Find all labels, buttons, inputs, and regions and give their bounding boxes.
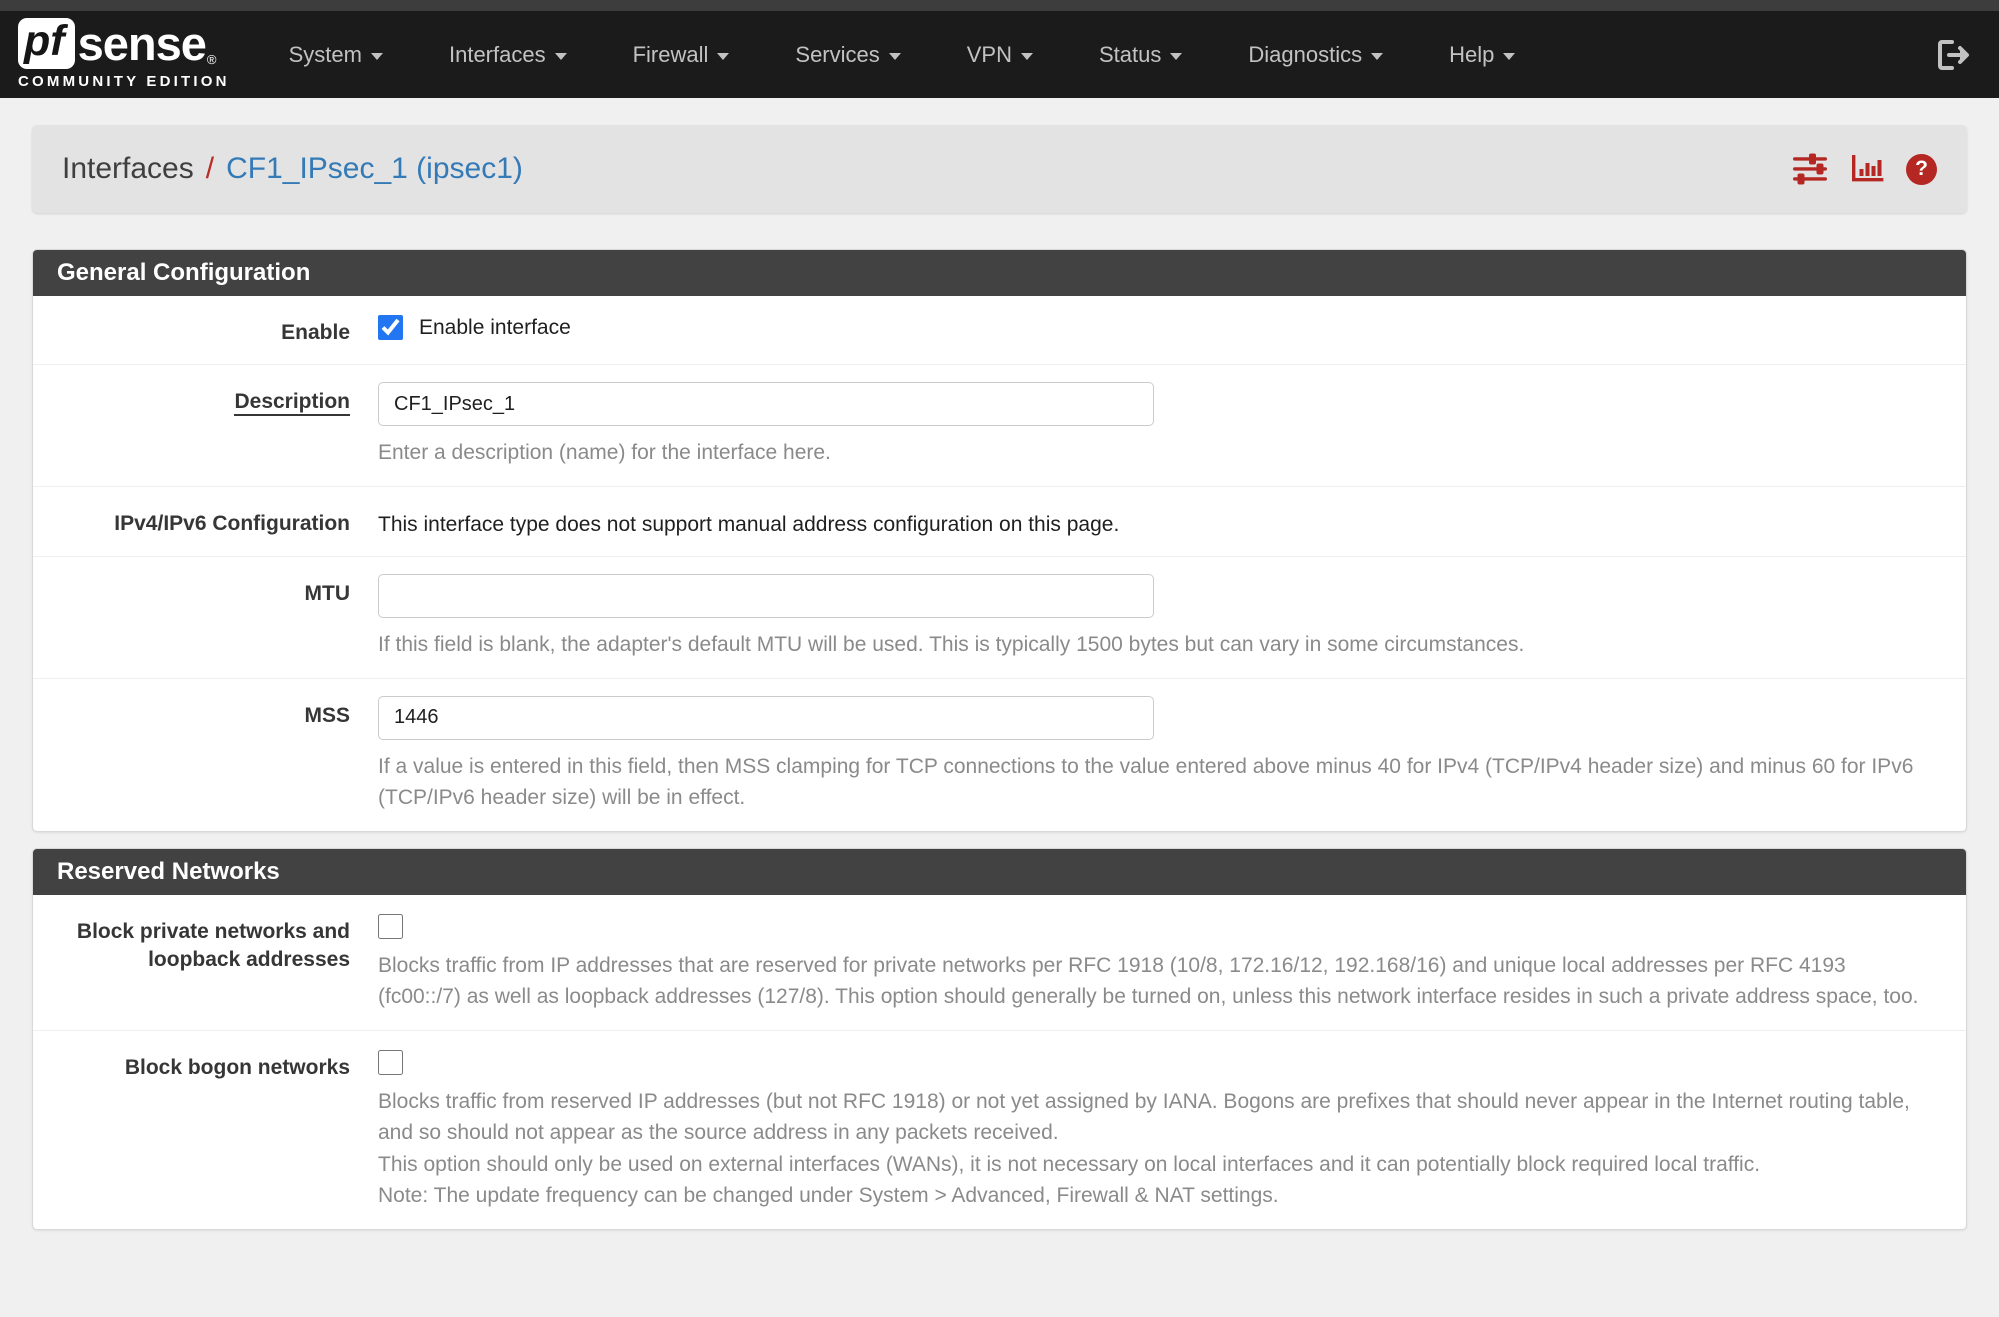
question-circle-icon[interactable]: ? bbox=[1906, 154, 1937, 185]
mss-input[interactable] bbox=[378, 696, 1154, 740]
breadcrumb bbox=[62, 152, 523, 186]
panel-title: General Configuration bbox=[33, 250, 1966, 296]
menu-item-services[interactable] bbox=[762, 32, 933, 78]
block-private-networks-help-text: Blocks traffic from IP addresses that are reserved for private networks per RFC 1918 (10/8, 172.16/12, 192.168/16) and unique local addresses per RFC 4193 (fc00::/7) as well as loopback addresses (127/8). This option should generally be turned on, unless this network interface resides in such a private address space, too. bbox=[378, 953, 1919, 1009]
menu-item-interfaces[interactable] bbox=[416, 32, 600, 78]
caret-down-icon bbox=[1503, 53, 1515, 60]
pfsense-logo-pf: pf bbox=[18, 18, 75, 69]
enable-label: Enable bbox=[281, 321, 350, 344]
bogon-help-line: Blocks traffic from reserved IP addresses (but not RFC 1918) or not yet assigned by IANA. Bogons are prefixes that should never appear in the Internet routing table, and so should not appear as the source address in any packets received. bbox=[378, 1089, 1910, 1145]
menu-item-label: Firewall bbox=[632, 41, 709, 67]
caret-down-icon bbox=[1021, 53, 1033, 60]
main-menu bbox=[256, 32, 1935, 78]
block-bogon-networks-help-text bbox=[378, 1086, 1930, 1212]
menu-item-label: Help bbox=[1449, 41, 1495, 67]
general-configuration-panel bbox=[32, 249, 1967, 832]
menu-item-label: Diagnostics bbox=[1248, 41, 1363, 67]
description-label: Description bbox=[33, 382, 378, 469]
mtu-help-text: If this field is blank, the adapter's default MTU will be used. This is typically 1500 bytes but can vary in some circumstances. bbox=[378, 633, 1525, 657]
enable-row bbox=[33, 296, 1966, 365]
bar-chart-icon[interactable] bbox=[1850, 153, 1884, 185]
caret-down-icon bbox=[717, 53, 729, 60]
menu-item-label: System bbox=[288, 41, 362, 67]
ip-configuration-row bbox=[33, 487, 1966, 557]
navbar-top-strip bbox=[0, 0, 1999, 11]
menu-item-label: VPN bbox=[966, 41, 1012, 67]
sliders-icon[interactable] bbox=[1792, 153, 1828, 185]
breadcrumb-page-title: CF1_IPsec_1 (ipsec1) bbox=[226, 152, 523, 185]
menu-item-diagnostics[interactable] bbox=[1215, 32, 1416, 78]
caret-down-icon bbox=[889, 53, 901, 60]
enable-interface-checkbox-label: Enable interface bbox=[419, 315, 571, 339]
block-bogon-networks-label: Block bogon networks bbox=[124, 1055, 350, 1079]
description-row bbox=[33, 365, 1966, 487]
caret-down-icon bbox=[1170, 53, 1182, 60]
sign-out-icon[interactable] bbox=[1935, 38, 1971, 72]
mss-help-text: If a value is entered in this field, then MSS clamping for TCP connections to the value entered above minus 40 for IPv4 (TCP/IPv4 header size) and minus 60 for IPv6 (TCP/IPv6 header size) will be in effect. bbox=[378, 754, 1914, 810]
ip-configuration-text: This interface type does not support manual address configuration on this page. bbox=[378, 512, 1120, 536]
menu-item-label: Services bbox=[795, 41, 880, 67]
block-private-networks-label: Block private networks and loopback addresses bbox=[76, 919, 350, 972]
breadcrumb-panel bbox=[32, 125, 1967, 213]
block-private-networks-checkbox[interactable] bbox=[378, 914, 403, 939]
menu-item-firewall[interactable] bbox=[600, 32, 763, 78]
description-input[interactable] bbox=[378, 382, 1154, 426]
block-private-networks-row bbox=[33, 895, 1966, 1031]
reserved-networks-panel bbox=[32, 848, 1967, 1230]
caret-down-icon bbox=[555, 53, 567, 60]
block-bogon-networks-checkbox[interactable] bbox=[378, 1050, 403, 1075]
ip-configuration-label: IPv4/IPv6 Configuration bbox=[114, 511, 350, 535]
breadcrumb-section: Interfaces bbox=[62, 152, 194, 185]
mss-row bbox=[33, 679, 1966, 831]
top-navbar bbox=[0, 0, 1999, 98]
pfsense-logo-sense: sense bbox=[77, 16, 206, 70]
caret-down-icon bbox=[371, 53, 383, 60]
menu-item-label: Interfaces bbox=[448, 41, 546, 67]
pfsense-logo[interactable] bbox=[18, 18, 230, 90]
enable-interface-checkbox[interactable] bbox=[378, 315, 403, 340]
menu-item-system[interactable] bbox=[256, 32, 416, 78]
description-help-text: Enter a description (name) for the interface here. bbox=[378, 441, 831, 465]
mtu-row bbox=[33, 557, 1966, 679]
block-bogon-networks-row bbox=[33, 1031, 1966, 1229]
caret-down-icon bbox=[1371, 53, 1383, 60]
trademark-symbol: ® bbox=[206, 51, 217, 67]
menu-item-status[interactable] bbox=[1066, 32, 1215, 78]
mtu-label: MTU bbox=[304, 582, 350, 606]
panel-title: Reserved Networks bbox=[33, 849, 1966, 895]
community-edition-label: COMMUNITY EDITION bbox=[18, 72, 230, 90]
menu-item-help[interactable] bbox=[1416, 32, 1548, 78]
breadcrumb-separator: / bbox=[205, 152, 215, 185]
mss-label: MSS bbox=[304, 703, 350, 727]
menu-item-label: Status bbox=[1099, 41, 1162, 67]
menu-item-vpn[interactable] bbox=[934, 32, 1066, 78]
bogon-help-line: Note: The update frequency can be changed under System > Advanced, Firewall & NAT settings. bbox=[378, 1184, 1279, 1208]
mtu-input[interactable] bbox=[378, 574, 1154, 618]
bogon-help-line: This option should only be used on external interfaces (WANs), it is not necessary on local interfaces and it can potentially block required local traffic. bbox=[378, 1152, 1761, 1176]
